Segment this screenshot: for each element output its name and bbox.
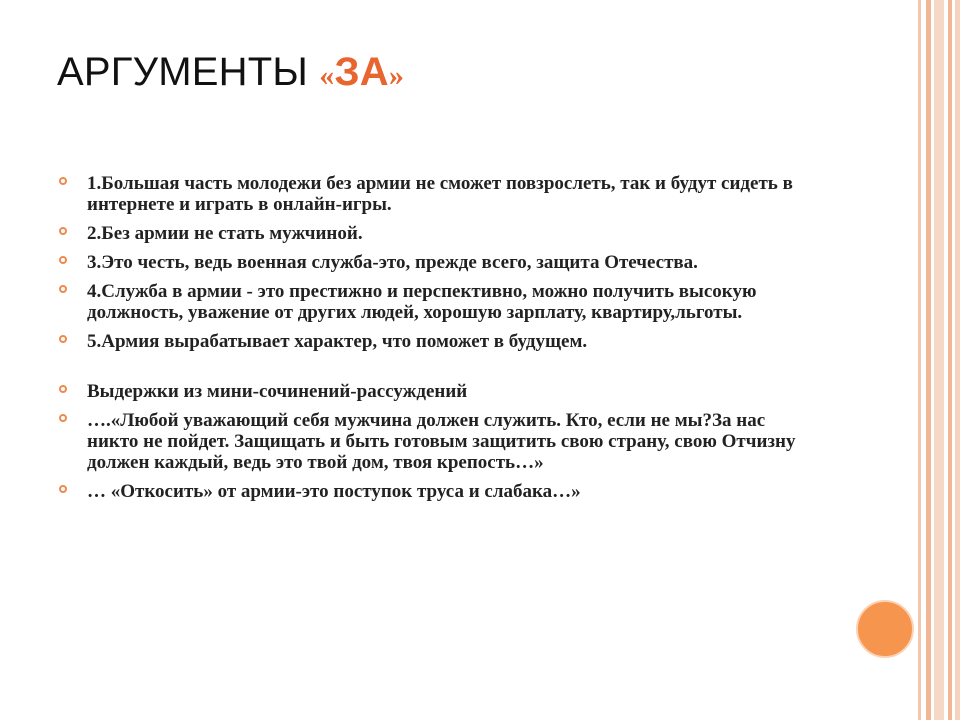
- decorative-circle: [856, 600, 914, 658]
- decorative-stripe: [955, 0, 960, 720]
- bullet-icon: [59, 414, 67, 422]
- list-item: [56, 252, 816, 273]
- list-item: [56, 223, 816, 244]
- bullet-icon: [59, 177, 67, 185]
- title-prefix: АРГУМЕНТЫ: [57, 50, 320, 94]
- list-item: [56, 173, 816, 215]
- list-item: [56, 331, 816, 352]
- bullet-icon: [59, 485, 67, 493]
- list-item-text: 3.Это честь, ведь военная служба-это, прежде всего, защита Отечества.: [87, 252, 698, 273]
- list-item: [56, 281, 816, 323]
- bullet-icon: [59, 285, 67, 293]
- decorative-stripe: [926, 0, 931, 720]
- title-quote-close: »: [388, 59, 405, 92]
- list-item: [56, 481, 816, 502]
- slide-title: [57, 50, 404, 95]
- bullet-icon: [59, 335, 67, 343]
- bullet-icon: [59, 227, 67, 235]
- title-highlight: ЗА: [334, 50, 389, 94]
- list-item-text: … «Откосить» от армии-это поступок труса и слабака…»: [87, 481, 581, 502]
- list-item: [56, 410, 816, 473]
- list-item-text: 1.Большая часть молодежи без армии не сможет повзрослеть, так и будут сидеть в интернете и играть в онлайн-игры.: [87, 173, 793, 215]
- bullet-icon: [59, 385, 67, 393]
- title-quote-open: «: [319, 59, 335, 92]
- bullet-list: [56, 173, 816, 502]
- bullet-icon: [59, 256, 67, 264]
- list-item-text: 4.Служба в армии - это престижно и перспективно, можно получить высокую должность, уважение от других людей, хорошую зарплату, квартиру,льготы.: [87, 281, 757, 323]
- list-item-text: ….«Любой уважающий себя мужчина должен служить. Кто, если не мы?За нас никто не пойдет. Защищать и быть готовым защитить свою страну, свою Отчизну должен каждый, ведь это твой дом, твоя крепость…»: [87, 410, 796, 473]
- decorative-stripe: [918, 0, 921, 720]
- list-item: [56, 381, 816, 402]
- decorative-stripe: [934, 0, 944, 720]
- list-item-text: 5.Армия вырабатывает характер, что поможет в будущем.: [87, 331, 588, 352]
- decorative-stripe: [948, 0, 952, 720]
- list-item-text: 2.Без армии не стать мужчиной.: [87, 223, 363, 244]
- list-item-text: Выдержки из мини-сочинений-рассуждений: [87, 381, 468, 402]
